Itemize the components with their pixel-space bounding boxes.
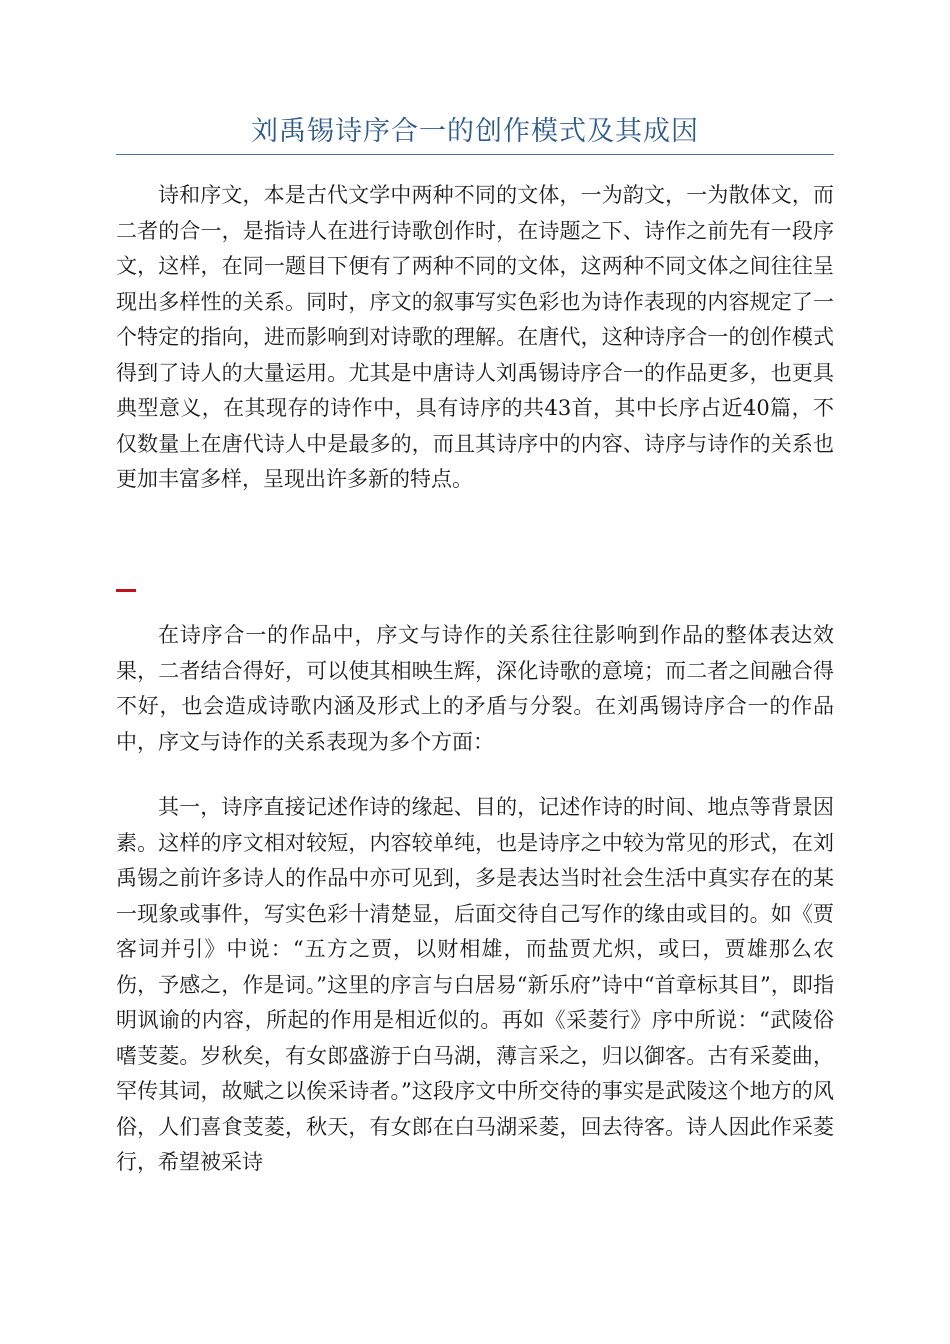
section-marker xyxy=(116,589,136,592)
document-title: 刘禹锡诗序合一的创作模式及其成因 xyxy=(251,116,699,147)
paragraph-section-intro: 在诗序合一的作品中，序文与诗作的关系往往影响到作品的整体表达效果，二者结合得好，可以使其相映生辉，深化诗歌的意境；而二者之间融合得不好，也会造成诗歌内涵及形式上的矛盾与分裂。在刘禹锡诗序合一的作品中，序文与诗作的关系表现为多个方面： xyxy=(116,623,834,754)
paragraph-first-point: 其一，诗序直接记述作诗的缘起、目的，记述作诗的时间、地点等背景因素。这样的序文相对较短，内容较单纯，也是诗序之中较为常见的形式，在刘禹锡之前许多诗人的作品中亦可见到，多是表达当时社会生活中真实存在的某一现象或事件，写实色彩十清楚显，后面交待自己写作的缘由或目的。如《贾客词并引》中说：“五方之贾，以财相雄，而盐贾尤炽，或曰，贾雄那么农伤，予感之，作是词。”这里的序言与白居易“新乐府”诗中“首章标其目”，即指明讽谕的内容，所起的作用是相近似的。再如《采菱行》序中所说：“武陵俗嗜芰菱。岁秋矣，有女郎盛游于白马湖，薄言采之，归以御客。古有采菱曲，罕传其词，故赋之以俟采诗者。”这段序文中所交待的事实是武陵这个地方的风俗，人们喜食芰菱，秋天，有女郎在白马湖采菱，回去待客。诗人因此作采菱行，希望被采诗 xyxy=(116,795,834,1174)
title-underline xyxy=(116,154,834,155)
paragraph-intro: 诗和序文，本是古代文学中两种不同的文体，一为韵文，一为散体文，而二者的合一，是指诗人在进行诗歌创作时，在诗题之下、诗作之前先有一段序文，这样，在同一题目下便有了两种不同的文体，这两种不同文体之间往往呈现出多样性的关系。同时，序文的叙事写实色彩也为诗作表现的内容规定了一个特定的指向，进而影响到对诗歌的理解。在唐代，这种诗序合一的创作模式得到了诗人的大量运用。尤其是中唐诗人刘禹锡诗序合一的作品更多，也更具典型意义，在其现存的诗作中，具有诗序的共43首，其中长序占近40篇，不仅数量上在唐代诗人中是最多的，而且其诗序中的内容、诗序与诗作的关系也更加丰富多样，呈现出许多新的特点。 xyxy=(116,183,834,491)
